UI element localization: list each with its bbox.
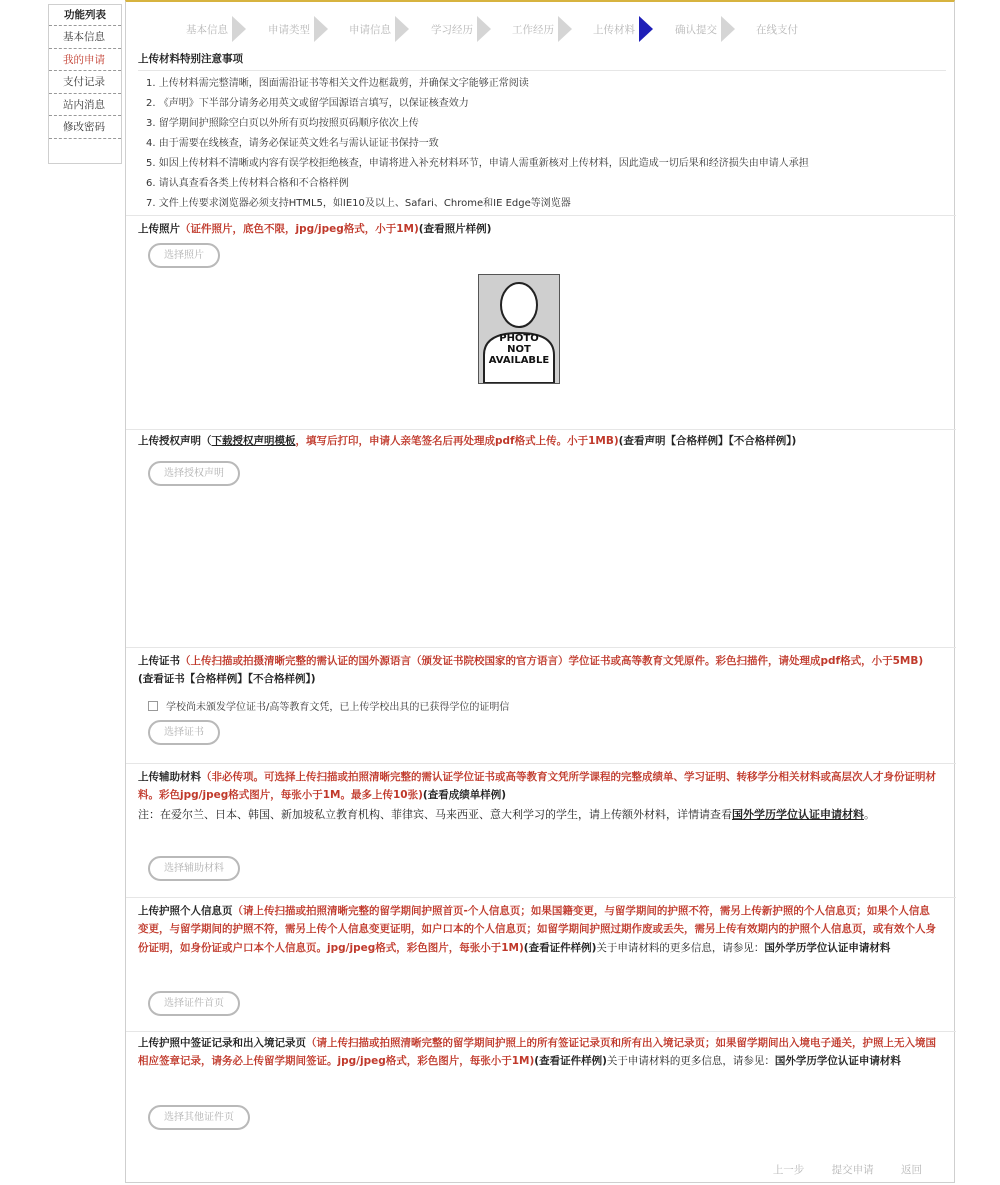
- passport-more-link[interactable]: 国外学历学位认证申请材料: [764, 941, 891, 954]
- visa-section: [126, 1032, 956, 1142]
- auth-title: 上传授权声明（下载授权声明模板，填写后打印，申请人亲笔签名后再处理成pdf格式上传。小于1MB)(查看声明【合格样例】【不合格样例】): [138, 435, 797, 447]
- sidebar: [48, 4, 122, 164]
- choose-auxiliary-button[interactable]: 选择辅助材料: [148, 856, 240, 881]
- step-arrow-icon: [314, 16, 328, 42]
- passport-title: 上传护照个人信息页（请上传扫描或拍照清晰完整的留学期间护照首页-个人信息页；如果国籍变更，与留学期间的护照不符，需另上传新护照的个人信息页；如果个人信息变更，与留学期间的护照不符，需另上传个人信息变更证明，如户口本的个人信息页；如留学期间护照过期作废或丢失，需另上传有效期内的护照个人信息页，或有效个人身份证明，如身份证或户口本个人信息页。jpg/jpeg格式，彩色图片，每张小于1M)(查看证件样例)关于申请材料的更多信息，请参见：国外学历学位认证申请材料: [138, 905, 936, 954]
- step-arrow-icon: [721, 16, 735, 42]
- visa-title: 上传护照中签证记录和出入境记录页（请上传扫描或拍照清晰完整的留学期间护照上的所有签证记录页和所有出入境记录页；如果留学期间出入境电子通关，护照上无入境国相应签章记录，请务必上传留学期间签证。jpg/jpeg格式，彩色图片，每张小于1M)(查看证件样例)关于申请材料的更多信息，请参见：国外学历学位认证申请材料: [138, 1037, 936, 1068]
- notice-item: 5. 如因上传材料不清晰或内容有误学校拒绝核查，申请将进入补充材料环节，申请人需重新核对上传材料，因此造成一切后果和经济损失由申请人承担: [146, 158, 809, 169]
- footer-actions: [749, 1162, 922, 1177]
- auth-sample-link[interactable]: (查看声明【合格样例】【不合格样例】): [618, 435, 797, 447]
- sidebar-item-my-application[interactable]: 我的申请: [49, 49, 121, 72]
- choose-certificate-button[interactable]: 选择证书: [148, 720, 220, 745]
- notice-item: 6. 请认真查看各类上传材料合格和不合格样例: [146, 178, 349, 189]
- notice-item: 4. 由于需要在线核查，请务必保证英文姓名与需认证证书保持一致: [146, 138, 439, 149]
- submit-application-button[interactable]: 提交申请: [831, 1164, 874, 1176]
- choose-passport-front-button[interactable]: 选择证件首页: [148, 991, 240, 1016]
- cert-sample-link[interactable]: (查看证书【合格样例】【不合格样例】): [138, 673, 316, 686]
- choose-authorization-button[interactable]: 选择授权声明: [148, 461, 240, 486]
- passport-section: [126, 898, 956, 1032]
- choose-other-pages-button[interactable]: 选择其他证件页: [148, 1105, 250, 1130]
- sidebar-item-basic-info[interactable]: 基本信息: [49, 26, 121, 49]
- prev-step-button[interactable]: 上一步: [772, 1164, 805, 1176]
- notice-title: 上传材料特别注意事项: [138, 53, 243, 65]
- step-arrow-icon: [558, 16, 572, 42]
- download-template-link[interactable]: 下载授权声明模板: [211, 435, 296, 447]
- notice-item: 2. 《声明》下半部分请务必用英文或留学国源语言填写，以保证核查效力: [146, 98, 469, 109]
- auxiliary-section: [126, 764, 956, 898]
- visa-sample-link[interactable]: (查看证件样例): [534, 1055, 607, 1068]
- cert-title: 上传证书（上传扫描或拍摄清晰完整的需认证的国外源语言（颁发证书院校国家的官方语言）学位证书或高等教育文凭原件。彩色扫描件，请处理成pdf格式，小于5MB)(查看证书【合格样例】【不合格样例】): [138, 655, 924, 686]
- step-arrow-current-icon: [639, 16, 653, 42]
- notice-item: 7. 文件上传要求浏览器必须支持HTML5，如IE10及以上、Safari、Chrome和IE Edge等浏览器: [146, 198, 571, 209]
- step-arrow-icon: [232, 16, 246, 42]
- notice-item: 3. 留学期间护照除空白页以外所有页均按照页码顺序依次上传: [146, 118, 419, 129]
- sidebar-item-messages[interactable]: 站内消息: [49, 94, 121, 117]
- materials-requirements-link[interactable]: 国外学历学位认证申请材料: [732, 808, 864, 821]
- step-arrow-icon: [395, 16, 409, 42]
- choose-photo-button[interactable]: 选择照片: [148, 243, 220, 268]
- person-silhouette-icon: [479, 275, 559, 383]
- main-panel: [125, 0, 955, 1183]
- progress-steps: 基本信息 申请类型 申请信息 学习经历 工作经历 上传材料 确认提交 在线支付: [126, 14, 956, 44]
- aux-sample-link[interactable]: (查看成绩单样例): [422, 789, 506, 802]
- aux-title: 上传辅助材料（非必传项。可选择上传扫描或拍照清晰完整的需认证学位证书或高等教育文凭所学课程的完整成绩单、学习证明、转移学分相关材料或高层次人才身份证明材料。彩色jpg/jpeg格式图片，每张小于1M。最多上传10张)(查看成绩单样例): [138, 771, 936, 802]
- photo-placeholder: PHOTO NOT AVAILABLE: [478, 274, 560, 384]
- sidebar-item-payment-records[interactable]: 支付记录: [49, 71, 121, 94]
- sidebar-title: 功能列表: [49, 5, 121, 26]
- passport-sample-link[interactable]: (查看证件样例): [523, 941, 597, 954]
- visa-more-link[interactable]: 国外学历学位认证申请材料: [774, 1055, 901, 1068]
- authorization-section: [126, 430, 956, 648]
- degree-not-issued-option[interactable]: 学校尚未颁发学位证书/高等教育文凭，已上传学校出具的已获得学位的证明信: [148, 698, 509, 713]
- photo-sample-link[interactable]: (查看照片样例): [418, 223, 492, 235]
- aux-note: 注：在爱尔兰、日本、韩国、新加坡私立教育机构、菲律宾、马来西亚、意大利学习的学生，请上传额外材料，详情请查看国外学历学位认证申请材料。: [138, 808, 875, 821]
- notice-item: 1. 上传材料需完整清晰，图面需沿证书等相关文件边框裁剪，并确保文字能够正常阅读: [146, 78, 529, 89]
- degree-not-issued-checkbox[interactable]: [148, 701, 158, 711]
- photo-title: 上传照片（证件照片，底色不限，jpg/jpeg格式，小于1M)(查看照片样例): [138, 223, 492, 235]
- sidebar-item-change-password[interactable]: 修改密码: [49, 116, 121, 139]
- back-button[interactable]: 返回: [901, 1164, 922, 1176]
- notice-list: [146, 74, 936, 214]
- step-arrow-icon: [477, 16, 491, 42]
